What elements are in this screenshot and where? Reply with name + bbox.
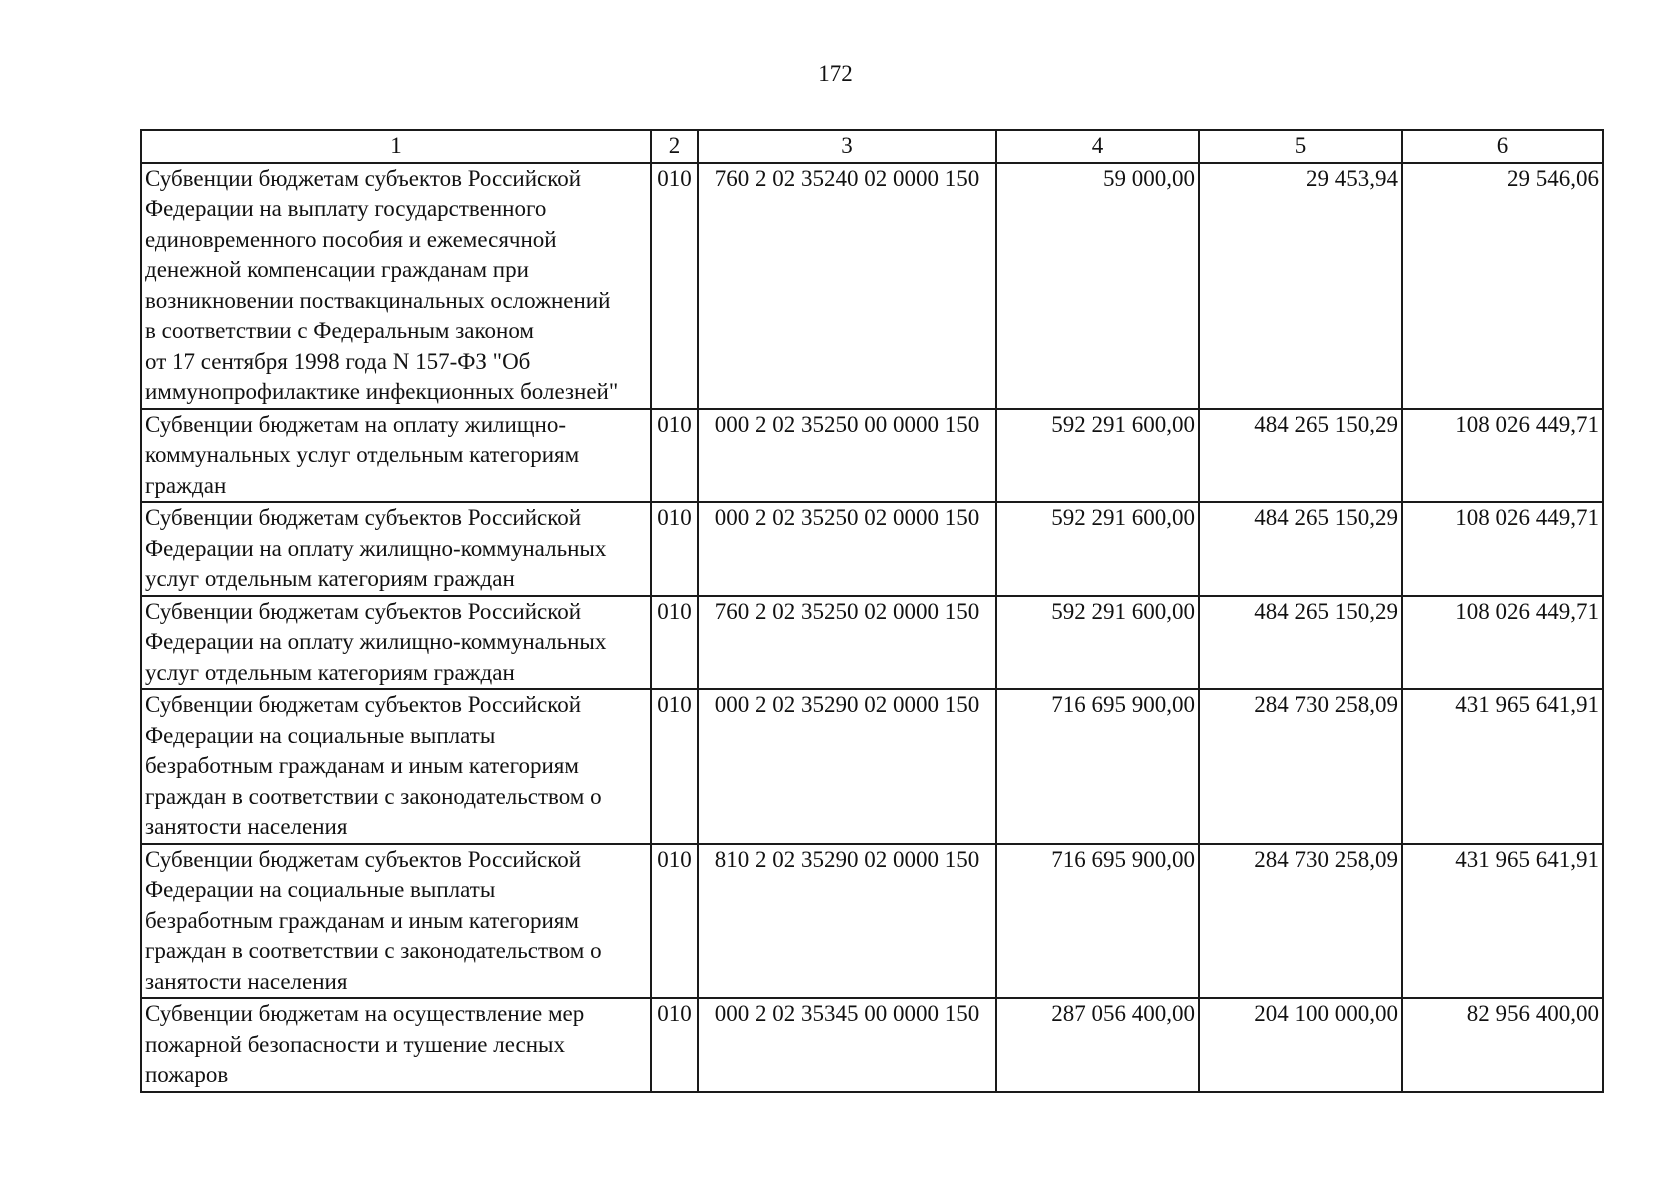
approved-amount: 592 291 600,00 [996, 596, 1199, 690]
row-name-line: Федерации на социальные выплаты [145, 722, 496, 748]
row-name-line: единовременного пособия и ежемесячной [145, 226, 557, 252]
row-name-line: коммунальных услуг отдельным категориям [145, 442, 580, 467]
row-name [141, 844, 651, 999]
approved-amount: 287 056 400,00 [996, 998, 1199, 1092]
row-name-line: занятости населения [145, 968, 348, 994]
executed-amount: 29 453,94 [1199, 163, 1402, 409]
row-name-line: Федерации на оплату жилищно-коммунальных [145, 535, 607, 561]
row-code: 010 [651, 596, 698, 690]
executed-amount: 284 730 258,09 [1199, 689, 1402, 844]
row-name [141, 689, 651, 844]
unexecuted-amount: 82 956 400,00 [1402, 998, 1603, 1092]
approved-amount: 716 695 900,00 [996, 689, 1199, 844]
table-row [141, 409, 1603, 503]
row-name [141, 409, 651, 503]
row-name-line: Субвенции бюджетам субъектов Российской [145, 598, 582, 624]
budget-table [140, 129, 1604, 1093]
row-name [141, 596, 651, 690]
row-name-line: безработным гражданам и иным категориям [145, 907, 579, 933]
page-number: 172 [818, 61, 853, 86]
row-name-line: Субвенции бюджетам на осуществление мер [145, 1001, 585, 1026]
row-name-line: денежной компенсации гражданам при [145, 257, 529, 282]
executed-amount: 284 730 258,09 [1199, 844, 1402, 999]
unexecuted-amount: 108 026 449,71 [1402, 409, 1603, 503]
header-col-3: 3 [698, 130, 996, 163]
budget-classification-code: 760 2 02 35240 02 0000 150 [698, 163, 996, 409]
unexecuted-amount: 108 026 449,71 [1402, 596, 1603, 690]
row-name-line: услуг отдельным категориям граждан [145, 659, 515, 685]
header-col-6: 6 [1402, 130, 1603, 163]
approved-amount: 592 291 600,00 [996, 502, 1199, 596]
header-row [141, 130, 1603, 163]
header-col-1: 1 [141, 130, 651, 163]
row-name-line: возникновении поствакцинальных осложнений [145, 287, 611, 313]
row-name-line: иммунопрофилактике инфекционных болезней" [145, 379, 619, 404]
approved-amount: 592 291 600,00 [996, 409, 1199, 503]
header-col-5: 5 [1199, 130, 1402, 163]
budget-classification-code: 000 2 02 35290 02 0000 150 [698, 689, 996, 844]
approved-amount: 59 000,00 [996, 163, 1199, 409]
row-name-line: Субвенции бюджетам на оплату жилищно- [145, 411, 566, 437]
executed-amount: 484 265 150,29 [1199, 409, 1402, 503]
row-name-line: граждан [145, 472, 227, 498]
row-name-line: пожаров [145, 1062, 229, 1087]
budget-classification-code: 810 2 02 35290 02 0000 150 [698, 844, 996, 999]
row-code: 010 [651, 409, 698, 503]
unexecuted-amount: 431 965 641,91 [1402, 689, 1603, 844]
executed-amount: 484 265 150,29 [1199, 596, 1402, 690]
row-name [141, 998, 651, 1092]
row-name-line: Субвенции бюджетам субъектов Российской [145, 846, 582, 872]
row-name-line: в соответствии с Федеральным законом [145, 318, 534, 343]
row-name-line: Субвенции бюджетам субъектов Российской [145, 692, 582, 717]
header-col-2: 2 [651, 130, 698, 163]
table-header [141, 130, 1603, 163]
row-code: 010 [651, 502, 698, 596]
row-name-line: Федерации на социальные выплаты [145, 877, 496, 902]
unexecuted-amount: 108 026 449,71 [1402, 502, 1603, 596]
row-code: 010 [651, 998, 698, 1092]
row-name [141, 163, 651, 409]
budget-classification-code: 000 2 02 35345 00 0000 150 [698, 998, 996, 1092]
row-name-line: услуг отдельным категориям граждан [145, 566, 515, 591]
row-name-line: Субвенции бюджетам субъектов Российской [145, 505, 582, 530]
budget-classification-code: 000 2 02 35250 02 0000 150 [698, 502, 996, 596]
budget-classification-code: 000 2 02 35250 00 0000 150 [698, 409, 996, 503]
header-col-4: 4 [996, 130, 1199, 163]
table-row [141, 596, 1603, 690]
row-name-line: пожарной безопасности и тушение лесных [145, 1031, 565, 1057]
table-body [141, 163, 1603, 1092]
row-code: 010 [651, 689, 698, 844]
row-name [141, 502, 651, 596]
row-name-line: занятости населения [145, 814, 348, 839]
table-row [141, 689, 1603, 844]
row-code: 010 [651, 844, 698, 999]
table-row [141, 163, 1603, 409]
unexecuted-amount: 29 546,06 [1402, 163, 1603, 409]
row-name-line: Федерации на оплату жилищно-коммунальных [145, 629, 607, 654]
row-name-line: Субвенции бюджетам субъектов Российской [145, 165, 582, 191]
executed-amount: 484 265 150,29 [1199, 502, 1402, 596]
row-name-line: от 17 сентября 1998 года N 157-ФЗ "Об [145, 348, 531, 374]
row-name-line: граждан в соответствии с законодательством о [145, 938, 602, 963]
table-row [141, 998, 1603, 1092]
row-name-line: Федерации на выплату государственного [145, 196, 547, 221]
table-row [141, 502, 1603, 596]
unexecuted-amount: 431 965 641,91 [1402, 844, 1603, 999]
row-name-line: безработным гражданам и иным категориям [145, 753, 579, 778]
executed-amount: 204 100 000,00 [1199, 998, 1402, 1092]
budget-classification-code: 760 2 02 35250 02 0000 150 [698, 596, 996, 690]
row-code: 010 [651, 163, 698, 409]
table-row [141, 844, 1603, 999]
row-name-line: граждан в соответствии с законодательством о [145, 783, 602, 809]
approved-amount: 716 695 900,00 [996, 844, 1199, 999]
